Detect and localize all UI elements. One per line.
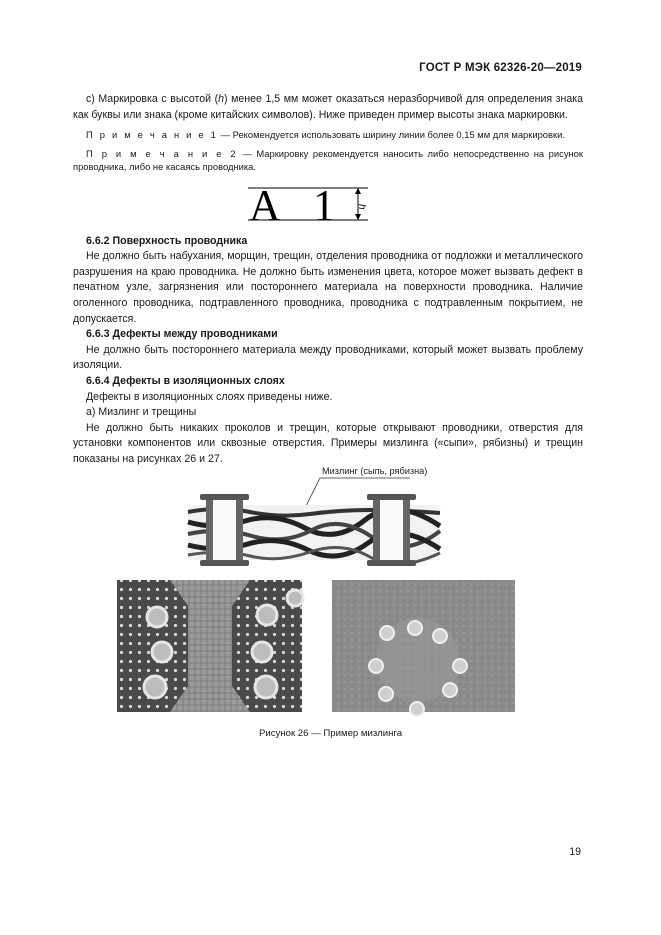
note-2-label: П р и м е ч а н и е 2 bbox=[86, 147, 238, 159]
document-number: ГОСТ Р МЭК 62326-20—2019 bbox=[419, 62, 582, 74]
pcb-cross-section bbox=[188, 494, 440, 566]
page-number: 19 bbox=[569, 846, 581, 858]
para-c-h: h bbox=[218, 93, 225, 105]
section-6-6-2-text: Не должно быть набухания, морщин, трещин, отделения проводника от подложки и металлического разрушения на краю проводника. Не должно быть изменения цвета, которое может вызвать дефект в печатном узле, загрязнения или постороннего материала на поверхности проводника. Наличие оголенного проводника, подтравленного проводника, проводника с подтравленным покрытием, не допускается. bbox=[73, 250, 583, 325]
section-6-6-4-text: Не должно быть никаких проколов и трещин, которые открывают проводники, отверстия для установки компонентов или сквозные отверстия. Примеры мизлинга («сыпи», рябизны) и трещин показаны на рисунках 26 и 27. bbox=[73, 421, 583, 465]
section-6-6-3-text: Не должно быть постороннего материала между проводниками, который может вызвать проблему изоляции. bbox=[73, 343, 583, 372]
para-c-text-end: ) менее 1,5 мм может оказаться неразборчивой для определения знака как буквы или знака (кроме китайских символов). Ниже приведен пример высоты знака маркировки. bbox=[73, 93, 584, 121]
note-2-text: — Маркировку рекомендуется наносить либо непосредственно на рисунок проводника, либо не касаясь проводника. bbox=[73, 147, 583, 173]
section-6-6-4-title: 6.6.4 Дефекты в изоляционных слоях bbox=[86, 375, 285, 388]
marking-digit-1: 1 bbox=[313, 180, 335, 226]
item-a: a) Мизлинг и трещины bbox=[86, 406, 197, 419]
note-1-label: П р и м е ч а н и е 1 bbox=[86, 129, 219, 141]
section-6-6-2-title: 6.6.2 Поверхность проводника bbox=[86, 234, 248, 247]
dimension-label-h: h bbox=[356, 203, 367, 210]
section-6-6-3-title: 6.6.3 Дефекты между проводниками bbox=[86, 328, 278, 341]
photo-misling-ring bbox=[332, 580, 515, 716]
figure-caption: Рисунок 26 — Пример мизлинга bbox=[258, 728, 403, 739]
note-1-text: — Рекомендуется использовать ширину линии более 0,15 мм для маркировки. bbox=[218, 129, 565, 141]
misling-callout-label: Мизлинг (сыпь, рябизна) bbox=[322, 466, 428, 476]
para-c-text: c) Маркировка с высотой ( bbox=[86, 93, 219, 105]
photo-conductor-pads bbox=[117, 580, 303, 712]
marking-letter-a: A bbox=[249, 180, 281, 226]
section-6-6-4-intro: Дефекты в изоляционных слоях приведены ниже. bbox=[86, 390, 333, 403]
